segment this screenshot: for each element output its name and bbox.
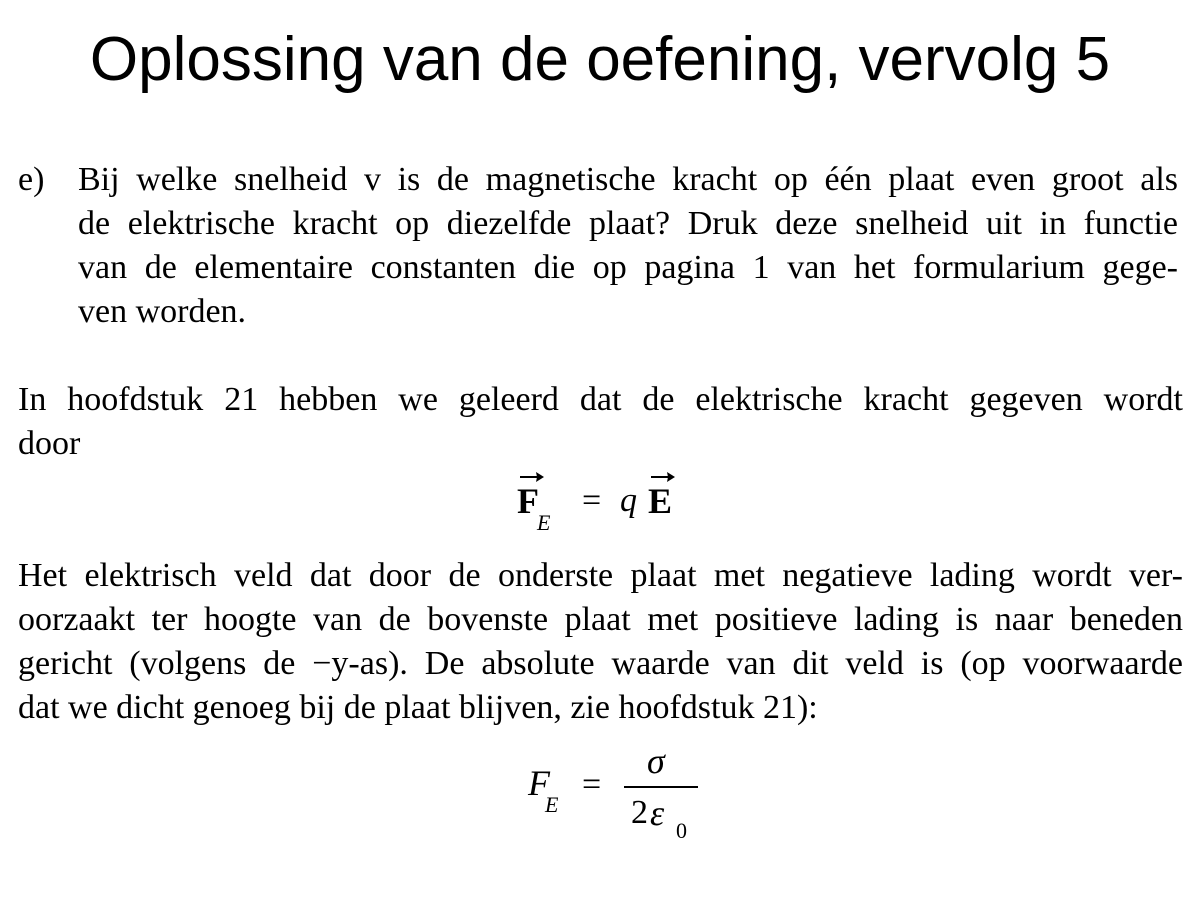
denominator-epsilon: ε [650, 793, 665, 833]
paragraph1-line-2: door [18, 425, 81, 462]
paragraph2-line-4: dat we dicht genoeg bij de plaat blijven, zie hoofdstuk 21): [18, 689, 818, 726]
question-line-1: Bij welke snelheid v is de magnetische kracht op één plaat even groot als [78, 161, 1178, 198]
equals-sign: = [582, 766, 602, 803]
paragraph-electric-force [18, 378, 1183, 466]
field-symbol: E [648, 481, 673, 521]
paragraph2-line-3: gericht (volgens de −y-as). De absolute waarde van dit veld is (op voorwaarde [18, 645, 1183, 682]
paragraph2-line-2: oorzaakt ter hoogte van de bovenste plaat met positieve lading is naar beneden [18, 601, 1183, 638]
fraction-bar [624, 786, 698, 788]
slide-title: Oplossing van de oefening, vervolg 5 [89, 25, 1111, 94]
force-subscript: E [537, 510, 551, 535]
charge-symbol: q [620, 482, 637, 519]
question-line-3: van de elementaire constanten die op pagina 1 van het formularium gege- [78, 249, 1178, 286]
denominator-coefficient: 2 [631, 794, 648, 831]
paragraph2-line-1: Het elektrisch veld dat door de onderste plaat met negatieve lading wordt ver- [18, 557, 1183, 594]
equation-electric-force [0, 470, 1200, 540]
question-line-2: de elektrische kracht op diezelfde plaat? Druk deze snelheid uit in functie [78, 205, 1178, 242]
question-text [78, 158, 1178, 334]
question-label: e) [18, 161, 45, 198]
field-magnitude-symbol: F [528, 763, 550, 803]
denominator-subscript: 0 [676, 818, 687, 843]
paragraph-electric-field [18, 554, 1183, 730]
question-line-4: ven worden. [78, 293, 247, 330]
paragraph1-line-1: In hoofdstuk 21 hebben we geleerd dat de elektrische kracht gegeven wordt [18, 381, 1183, 418]
equals-sign: = [582, 482, 602, 519]
force-symbol: F [517, 481, 539, 521]
equation-field-magnitude [0, 740, 1200, 850]
field-magnitude-subscript: E [545, 792, 559, 817]
fraction-numerator: σ [647, 741, 665, 781]
